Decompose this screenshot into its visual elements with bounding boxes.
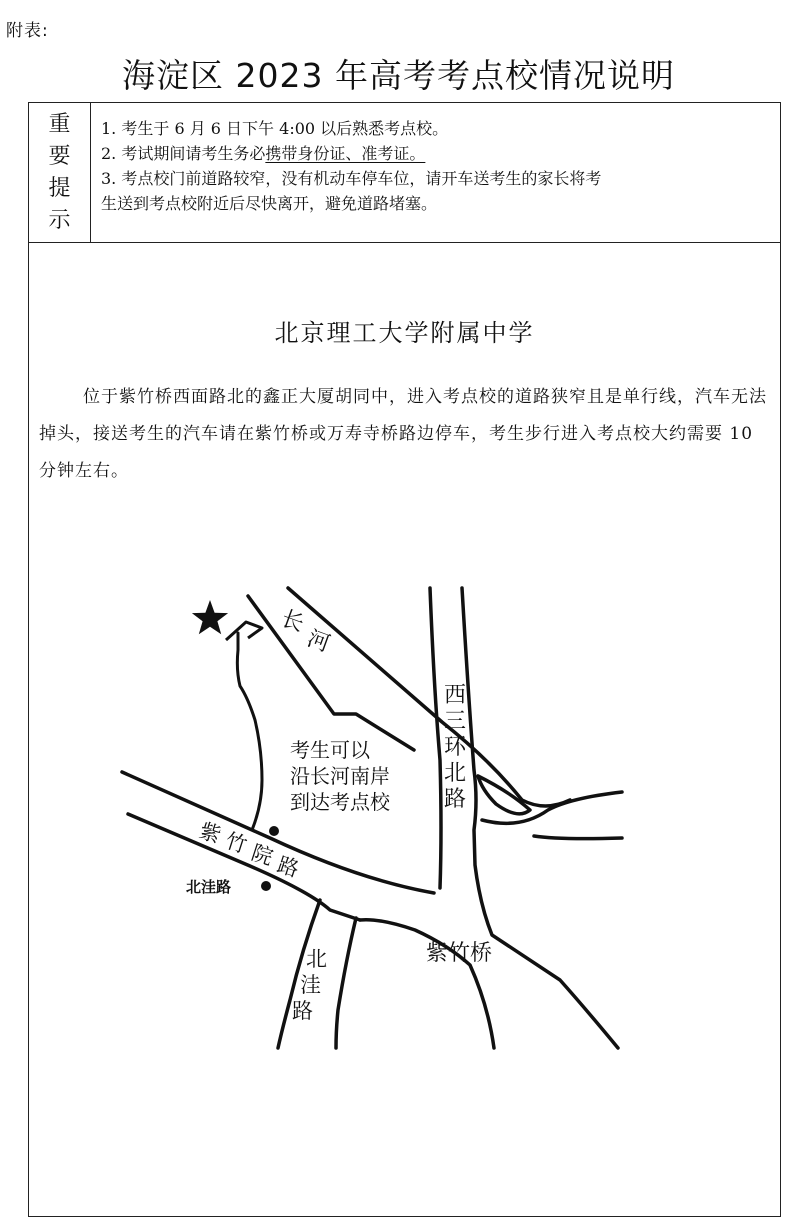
- xisanhuan-label: 路: [444, 787, 467, 812]
- beiwa-road-vertical-label: 北: [306, 947, 327, 971]
- tip-item-2-underlined: 携带身份证、准考证。: [265, 144, 426, 163]
- location-dot: [269, 826, 279, 836]
- tips-label-char: 提: [48, 175, 71, 201]
- tip-item-2-text: 2. 考试期间请考生务必: [101, 144, 266, 163]
- changhe-label: 长: [277, 606, 308, 638]
- important-tips-row: [29, 103, 780, 243]
- beiwa-road-vertical-label: 洼: [300, 973, 321, 997]
- zizhuyuan-road-label: 竹: [222, 828, 250, 858]
- zizhu-bridge-label: 紫竹桥: [426, 941, 493, 966]
- changhe-label: 河: [303, 626, 334, 658]
- xisanhuan-label: 西: [444, 683, 467, 708]
- zizhuyuan-road-label: 紫: [196, 818, 224, 848]
- zizhuyuan-road-label: 路: [274, 852, 302, 882]
- zizhu-bridge-arc: [360, 920, 494, 1048]
- zizhuyuan-road-south: [128, 814, 360, 920]
- important-tips-content: [101, 116, 772, 216]
- xisanhuan-label: 三: [444, 709, 467, 734]
- beiwa-road-label: 北洼路: [186, 878, 232, 896]
- beiwa-road-east: [336, 918, 356, 1048]
- page-title: 海淀区 2023 年高考考点校情况说明: [122, 56, 675, 95]
- star-icon: [192, 600, 228, 634]
- tips-label-char: 要: [48, 143, 71, 169]
- important-tips-label: [29, 103, 91, 242]
- tips-label-char: 重: [48, 111, 71, 137]
- xisanhuan-west-edge: [430, 588, 441, 888]
- school-description: 位于紫竹桥西面路北的鑫正大厦胡同中，进入考点校的道路狭窄且是单行线，汽车无法掉头，接送考生的汽车请在紫竹桥或万寿寺桥路边停车，考生步行进入考点校大约需要 10 分钟左右。: [39, 387, 767, 481]
- tip-item-1: 1. 考生于 6 月 6 日下午 4:00 以后熟悉考点校。: [101, 119, 449, 138]
- tips-label-char: 示: [48, 207, 71, 233]
- map-note: 考生可以: [290, 738, 370, 762]
- map-note: 沿长河南岸: [290, 764, 390, 788]
- tip-item-2: [101, 141, 772, 166]
- interchange-east-arm-2: [534, 836, 622, 839]
- xisanhuan-label: 环: [444, 735, 467, 760]
- road-lines: [122, 588, 622, 1048]
- xisanhuan-east-edge: [462, 588, 618, 1048]
- interchange-loop: [478, 776, 530, 814]
- route-map: [115, 585, 625, 1055]
- school-name: 北京理工大学附属中学: [274, 319, 535, 347]
- map-note: 到达考点校: [290, 790, 390, 814]
- location-dot: [261, 881, 271, 891]
- zizhuyuan-road-label: 院: [248, 840, 276, 870]
- route-arrow-head: [226, 622, 262, 640]
- changhe-bank-south: [248, 596, 414, 750]
- tip-item-3-line-1: 3. 考点校门前道路较窄，没有机动车停车位，请开车送考生的家长将考: [101, 169, 602, 188]
- walking-route: [237, 633, 262, 830]
- beiwa-road-vertical-label: 路: [292, 999, 313, 1023]
- attachment-label: 附表:: [6, 21, 49, 41]
- xisanhuan-label: 北: [444, 761, 467, 786]
- tip-item-3-line-2: 生送到考点校附近后尽快离开，避免道路堵塞。: [101, 194, 438, 213]
